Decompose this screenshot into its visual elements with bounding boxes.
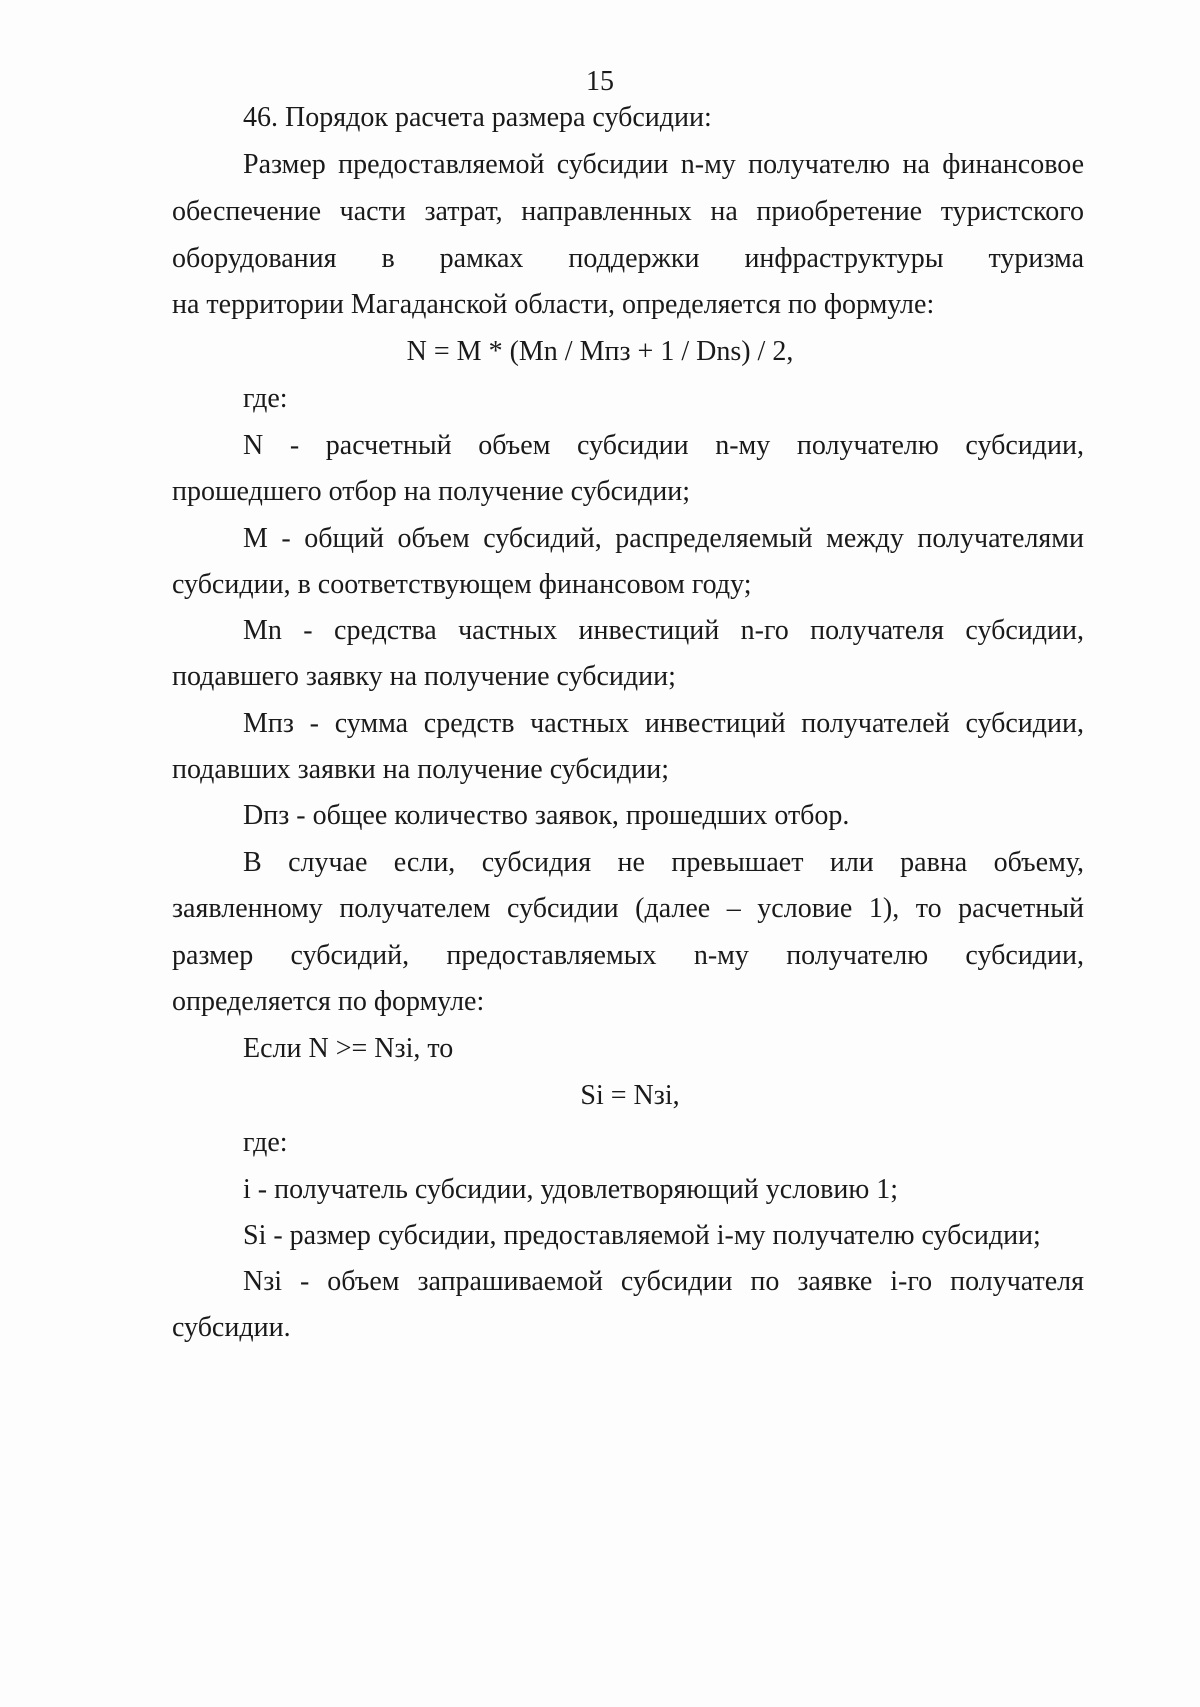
- condition-line: заявленному получателем субсидии (далее – условие 1), то расчетный: [172, 893, 1084, 924]
- where-label: где:: [243, 383, 288, 414]
- definition-line: подавших заявки на получение субсидии;: [172, 754, 670, 785]
- definition-line: N - расчетный объем субсидии n-му получателю субсидии,: [243, 430, 1084, 461]
- if-line: Если N >= Nзi, то: [243, 1033, 454, 1064]
- condition-line: размер субсидий, предоставляемых n-му получателю субсидии,: [172, 940, 1084, 971]
- page-number: 15: [586, 66, 614, 97]
- definition-line: Nзi - объем запрашиваемой субсидии по заявке i-го получателя: [243, 1266, 1084, 1297]
- condition-line: определяется по формуле:: [172, 986, 485, 1017]
- definition-line: Dпз - общее количество заявок, прошедших отбор.: [243, 800, 850, 831]
- definition-line: M - общий объем субсидий, распределяемый между получателями: [243, 523, 1084, 554]
- where-label: где:: [243, 1127, 288, 1158]
- intro-line: оборудования в рамках поддержки инфраструктуры туризма: [172, 243, 1084, 274]
- definition-line: субсидии, в соответствующем финансовом году;: [172, 569, 752, 600]
- formula-second: Si = Nзi,: [580, 1080, 680, 1111]
- definition-line: прошедшего отбор на получение субсидии;: [172, 476, 690, 507]
- formula-main: N = M * (Mn / Mпз + 1 / Dns) / 2,: [406, 336, 794, 367]
- section-heading: 46. Порядок расчета размера субсидии:: [243, 102, 712, 133]
- definition-line: Si - размер субсидии, предоставляемой i-му получателю субсидии;: [243, 1220, 1041, 1251]
- condition-line: В случае если, субсидия не превышает или равна объему,: [243, 847, 1084, 878]
- intro-line: обеспечение части затрат, направленных на приобретение туристского: [172, 196, 1084, 227]
- definition-line: Mn - средства частных инвестиций n-го получателя субсидии,: [243, 615, 1084, 646]
- intro-line: Размер предоставляемой субсидии n-му получателю на финансовое: [243, 149, 1084, 180]
- definition-line: i - получатель субсидии, удовлетворяющий условию 1;: [243, 1174, 899, 1205]
- definition-line: подавшего заявку на получение субсидии;: [172, 661, 676, 692]
- intro-line: на территории Магаданской области, определяется по формуле:: [172, 289, 935, 320]
- definition-line: Mпз - сумма средств частных инвестиций получателей субсидии,: [243, 708, 1084, 739]
- definition-line: субсидии.: [172, 1312, 291, 1343]
